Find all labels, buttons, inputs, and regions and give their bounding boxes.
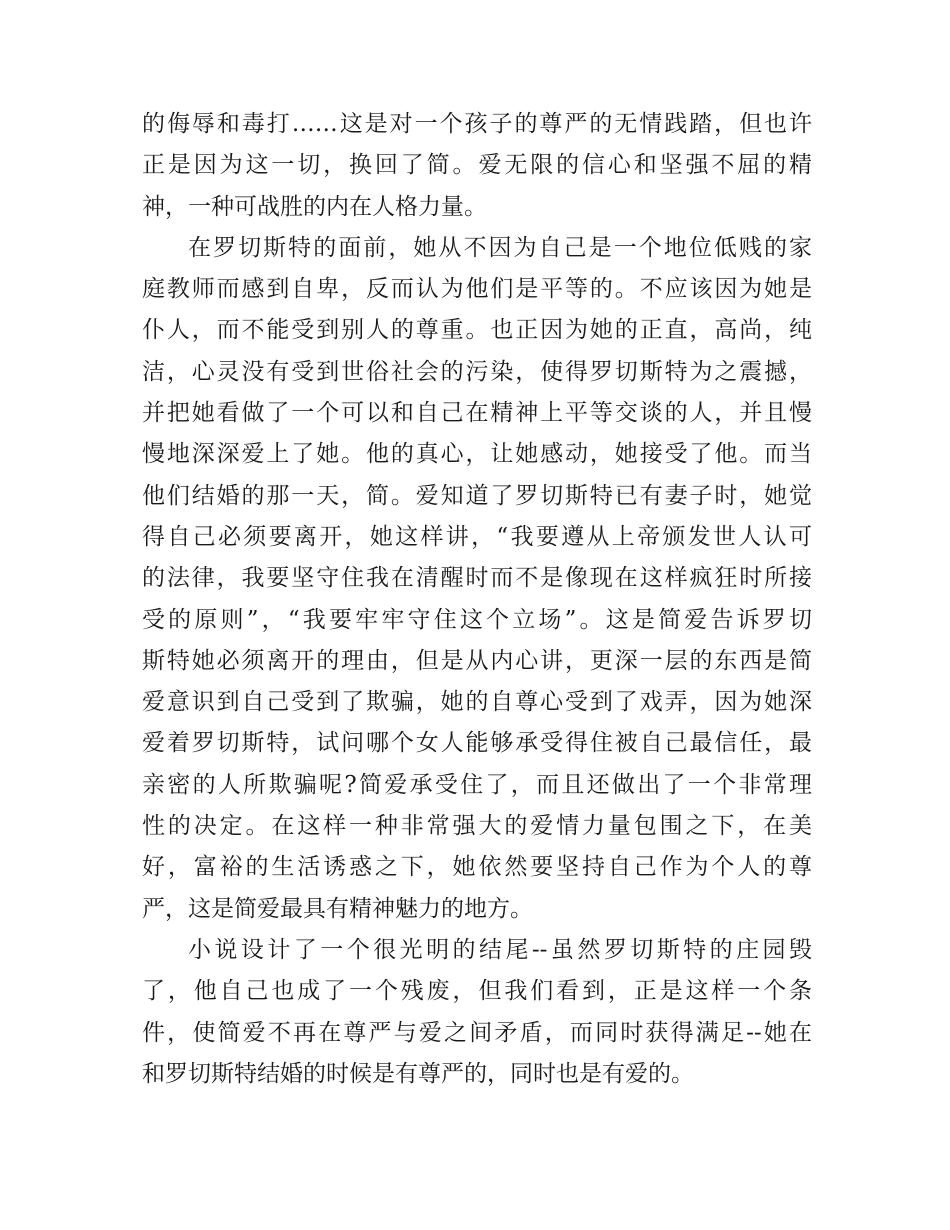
text-line: 好，富裕的生活诱惑之下，她依然要坚持自己作为个人的尊	[142, 854, 812, 881]
text-line: 慢地深深爱上了她。他的真心，让她感动，她接受了他。而当	[142, 441, 812, 468]
document-body	[142, 104, 812, 1095]
text-line: 得自己必须要离开，她这样讲，“我要遵从上帝颁发世人认可	[142, 523, 812, 550]
text-line: 庭教师而感到自卑，反而认为他们是平等的。不应该因为她是	[142, 276, 812, 303]
document-page	[142, 104, 812, 1095]
text-line: 小说设计了一个很光明的结尾--虽然罗切斯特的庄园毁	[188, 936, 812, 963]
text-line: 神，一种可战胜的内在人格力量。	[142, 193, 487, 220]
text-line: 斯特她必须离开的理由，但是从内心讲，更深一层的东西是简	[142, 647, 812, 674]
text-line: 并把她看做了一个可以和自己在精神上平等交谈的人，并且慢	[142, 400, 812, 427]
text-line: 正是因为这一切，换回了简。爱无限的信心和坚强不屈的精	[142, 152, 812, 179]
text-line: 在罗切斯特的面前，她从不因为自己是一个地位低贱的家	[188, 234, 812, 261]
text-line: 亲密的人所欺骗呢?简爱承受住了，而且还做出了一个非常理	[142, 771, 812, 798]
text-line: 仆人，而不能受到别人的尊重。也正因为她的正直，高尚，纯	[142, 317, 812, 344]
text-line: 爱意识到自己受到了欺骗，她的自尊心受到了戏弄，因为她深	[142, 689, 812, 716]
text-line: 的侮辱和毒打……这是对一个孩子的尊严的无情践踏，但也许	[142, 111, 812, 137]
text-line: 严，这是简爱最具有精神魅力的地方。	[142, 895, 533, 922]
text-line: 的法律，我要坚守住我在清醒时而不是像现在这样疯狂时所接	[142, 565, 812, 592]
text-line: 爱着罗切斯特，试问哪个女人能够承受得住被自己最信任，最	[142, 730, 812, 757]
text-line: 了，他自己也成了一个残废，但我们看到，正是这样一个条	[142, 978, 812, 1005]
text-line: 和罗切斯特结婚的时候是有尊严的，同时也是有爱的。	[142, 1060, 694, 1087]
text-line: 性的决定。在这样一种非常强大的爱情力量包围之下，在美	[142, 813, 812, 840]
text-line: 他们结婚的那一天，简。爱知道了罗切斯特已有妻子时，她觉	[142, 482, 812, 509]
text-line: 洁，心灵没有受到世俗社会的污染，使得罗切斯特为之震撼，	[142, 358, 812, 385]
text-line: 受的原则”，“我要牢牢守住这个立场”。这是简爱告诉罗切	[142, 606, 812, 633]
text-line: 件，使简爱不再在尊严与爱之间矛盾，而同时获得满足--她在	[142, 1019, 812, 1046]
